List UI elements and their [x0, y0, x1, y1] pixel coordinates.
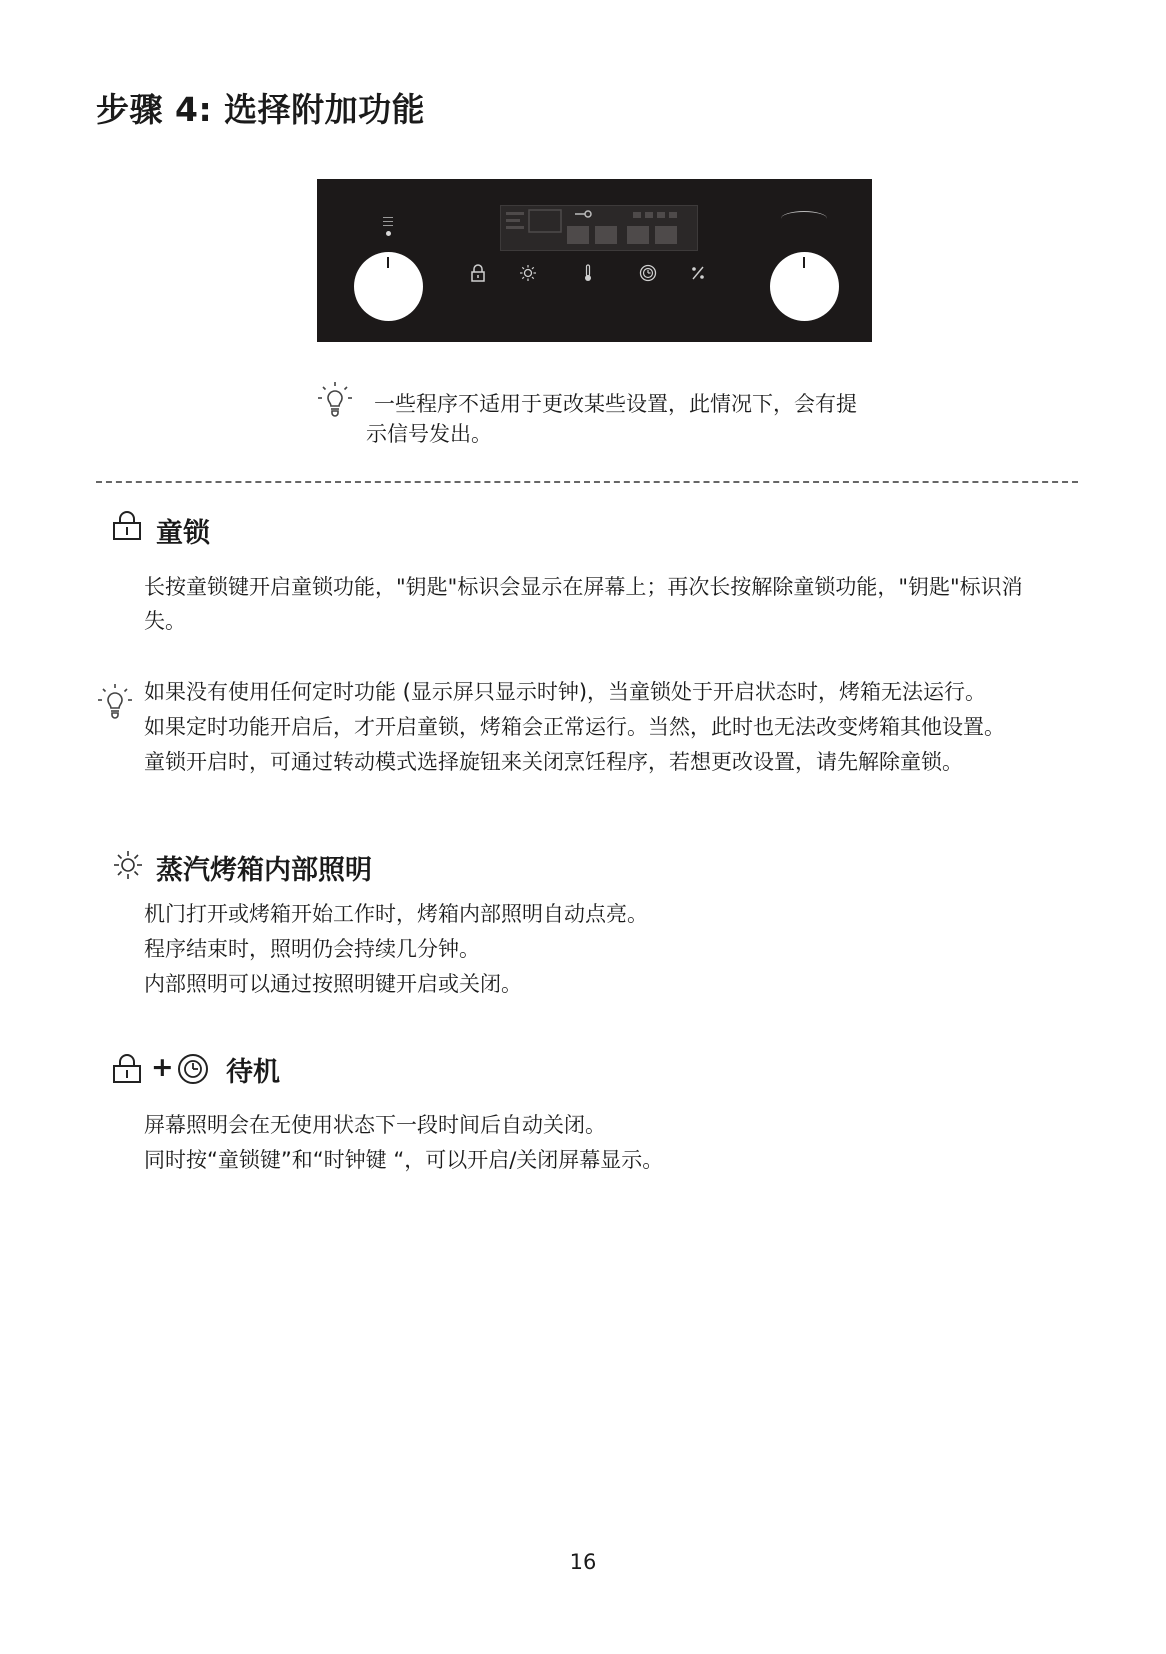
- lcd-segments-icon: [501, 206, 697, 250]
- lighting-line-2: 程序结束时，照明仍会持续几分钟。: [144, 937, 480, 961]
- panel-light-icon: [519, 264, 537, 282]
- child-lock-desc-line-2: 失。: [144, 609, 186, 633]
- control-panel-illustration: [317, 179, 872, 342]
- lightbulb-tip-icon: [316, 381, 354, 423]
- lighting-line-1: 机门打开或烤箱开始工作时，烤箱内部照明自动点亮。: [144, 902, 648, 926]
- lighting-line-3: 内部照明可以通过按照明键开启或关闭。: [144, 972, 522, 996]
- standby-clock-icon: [177, 1053, 209, 1089]
- dashed-divider: [96, 481, 1078, 483]
- standby-lock-icon: [111, 1053, 143, 1089]
- lighting-title: 蒸汽烤箱内部照明: [156, 855, 372, 886]
- page-title: 步骤 4: 选择附加功能: [96, 90, 426, 129]
- menu-icon: [383, 217, 393, 229]
- plus-sign: +: [151, 1052, 174, 1083]
- temperature-knob: [770, 252, 839, 321]
- child-lock-icon: [111, 510, 143, 546]
- child-lock-title: 童锁: [156, 518, 210, 549]
- standby-title: 待机: [226, 1057, 280, 1088]
- tip-text-line-1: 一些程序不适用于更改某些设置，此情况下，会有提: [374, 392, 857, 416]
- standby-line-1: 屏幕照明会在无使用状态下一段时间后自动关闭。: [144, 1113, 606, 1137]
- panel-clock-icon: [639, 264, 657, 282]
- standby-line-2: 同时按“童锁键”和“时钟键 “，可以开启/关闭屏幕显示。: [144, 1148, 664, 1172]
- lcd-display: [500, 205, 698, 251]
- indicator-dot: [386, 231, 391, 236]
- child-lock-note-line-2: 如果定时功能开启后，才开启童锁，烤箱会正常运行。当然，此时也无法改变烤箱其他设置。: [144, 715, 1005, 739]
- light-icon: [112, 849, 144, 885]
- panel-lock-icon: [469, 264, 487, 282]
- child-lock-note-line-3: 童锁开启时，可通过转动模式选择旋钮来关闭烹饪程序，若想更改设置，请先解除童锁。: [144, 750, 963, 774]
- tip-text-line-2: 示信号发出。: [366, 422, 492, 446]
- page-number: 16: [569, 1550, 597, 1574]
- lightbulb-note-icon: [96, 683, 134, 725]
- panel-thermometer-icon: [579, 264, 597, 282]
- child-lock-desc-line-1: 长按童锁键开启童锁功能，"钥匙"标识会显示在屏幕上；再次长按解除童锁功能，"钥匙"标识消: [144, 575, 1023, 599]
- panel-steam-icon: [689, 264, 707, 282]
- mode-knob: [354, 252, 423, 321]
- temperature-arc-icon: [781, 211, 827, 226]
- child-lock-note-line-1: 如果没有使用任何定时功能 (显示屏只显示时钟)，当童锁处于开启状态时，烤箱无法运行。: [144, 680, 987, 704]
